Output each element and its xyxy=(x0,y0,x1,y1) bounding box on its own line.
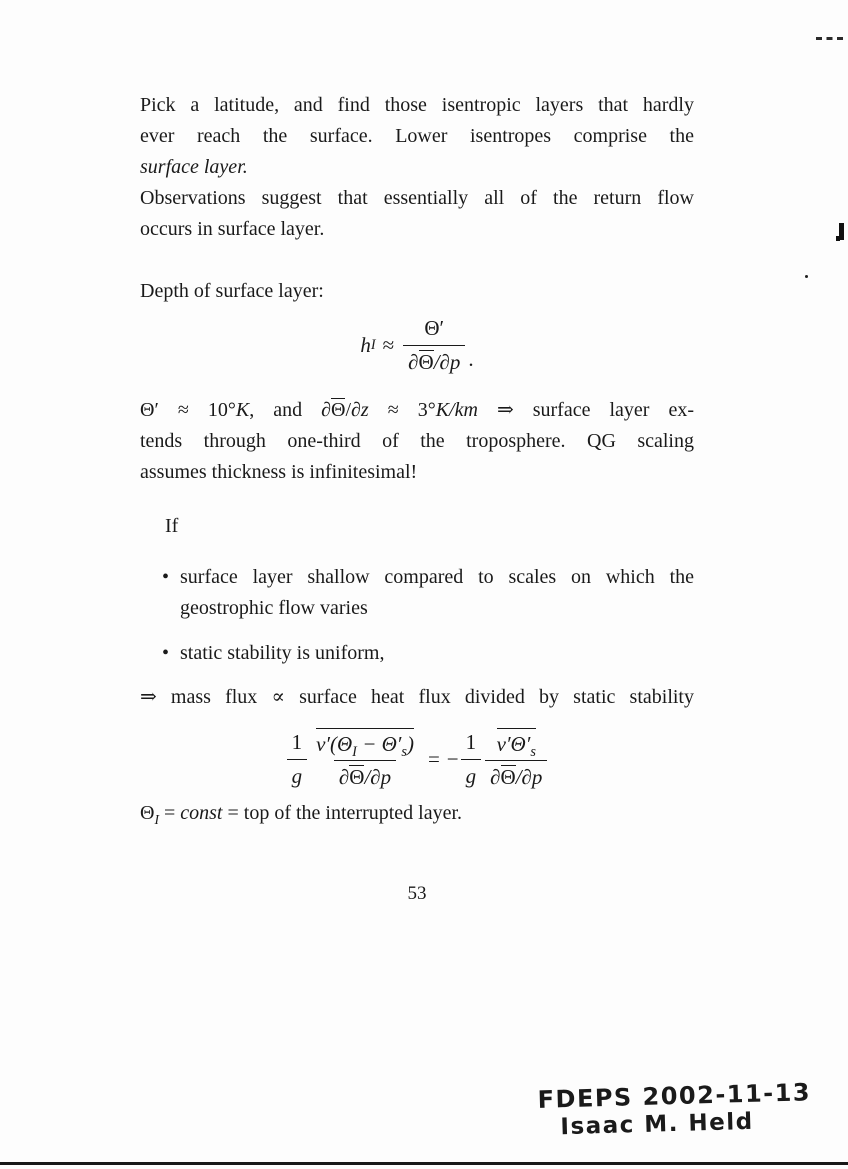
bullet1-line1: surface layer shallow compared to scales on which the xyxy=(180,566,694,588)
formula1-denominator xyxy=(403,345,465,375)
para1-line2: ever reach the surface. Lower isentropes comprise the xyxy=(140,125,694,147)
handwriting-date: FDEPS 2002-11-13 xyxy=(537,1078,812,1114)
para2-line1: Observations suggest that essentially all of the return flow xyxy=(140,187,694,209)
scale-line2: tends through one-third of the troposphere. QG scaling xyxy=(140,430,694,452)
seg: ⇒ surface layer ex- xyxy=(477,399,695,421)
coef-num: 1 xyxy=(291,730,303,755)
bullet1-line2: geostrophic flow varies xyxy=(180,597,368,619)
formula1-numerator: Θ′ xyxy=(424,316,445,341)
conditions-list xyxy=(162,562,694,683)
seg: ≈ 3° xyxy=(368,399,436,421)
one-over-g-right xyxy=(461,729,482,789)
handwriting-author: Isaac M. Held xyxy=(560,1108,755,1141)
mass-flux-equation xyxy=(140,720,694,798)
intro-paragraphs xyxy=(140,90,694,245)
scale-line3: assumes thickness is infinitesimal! xyxy=(140,461,418,483)
lhs-numerator xyxy=(311,728,419,760)
depth-heading: Depth of surface layer: xyxy=(140,280,324,302)
coef-num: 1 xyxy=(465,730,477,755)
seg-z: z xyxy=(360,399,369,421)
rhs-numerator xyxy=(492,728,541,760)
minus-symbol: − xyxy=(446,746,459,771)
coef-den: g xyxy=(461,759,482,789)
lhs-denominator xyxy=(334,760,396,790)
seg: v′Θ′ xyxy=(496,731,531,756)
scale-line1 xyxy=(140,395,694,426)
page-bottom-edge-line xyxy=(0,1162,848,1165)
seg: = xyxy=(158,802,181,824)
sub-s: s xyxy=(530,743,536,760)
partial-symbol: ∂ xyxy=(338,765,350,789)
mass-flux-statement: ⇒ mass flux ∝ surface heat flux divided by static stability xyxy=(140,686,694,708)
coef-den: g xyxy=(287,759,308,789)
bullet-icon: • xyxy=(162,566,170,588)
seg: = top of the interrupted layer. xyxy=(222,802,463,824)
scan-dot-mark xyxy=(805,275,808,278)
theta-bar: Θ xyxy=(500,765,516,789)
sub-I: I xyxy=(154,812,159,827)
seg: /∂ xyxy=(345,399,361,421)
seg: ) xyxy=(406,731,414,756)
seg: v′(Θ xyxy=(316,731,353,756)
handwritten-annotation xyxy=(537,1078,812,1141)
lhs-fraction xyxy=(311,728,419,791)
if-label: If xyxy=(165,515,179,537)
seg: , and ∂ xyxy=(249,399,331,421)
seg-K: K xyxy=(235,399,250,421)
approx-symbol: ≈ xyxy=(382,332,395,357)
theta-bar: Θ xyxy=(349,765,365,789)
sub-I: I xyxy=(352,743,357,760)
bullet-static-stability xyxy=(162,638,694,669)
theta-bar: Θ xyxy=(331,399,346,421)
seg: Θ′ ≈ 10° xyxy=(140,399,236,421)
partial-symbol: ∂ xyxy=(408,349,419,374)
const-definition-line xyxy=(140,798,694,829)
equals-symbol: = xyxy=(427,746,440,771)
sub-s: s xyxy=(401,743,407,760)
rhs-fraction xyxy=(485,728,547,791)
formula1-den-rest: /∂p xyxy=(433,349,461,374)
const-word: const xyxy=(180,802,223,824)
bullet-icon: • xyxy=(162,642,170,664)
scan-dashes-mark xyxy=(816,37,843,40)
bullet2-text xyxy=(180,638,694,669)
theta-symbol: Θ xyxy=(140,802,155,824)
bullet-surface-layer-shallow xyxy=(162,562,694,624)
formula1-variable: h xyxy=(360,332,371,357)
depth-formula: h I ≈ $\frac{\Theta'}{\partial\Theta/\partial p}$ . xyxy=(360,316,474,374)
scan-hook-foot-mark xyxy=(836,236,840,241)
para1-line3-surface-layer: surface layer. xyxy=(140,156,248,178)
partial-symbol: ∂ xyxy=(490,765,501,789)
rhs-denominator xyxy=(485,760,547,790)
para1-line1: Pick a latitude, and find those isentropic layers that hardly xyxy=(140,94,694,116)
para2-line2: occurs in surface layer. xyxy=(140,218,325,240)
bullet2-line1: static stability is uniform, xyxy=(180,642,385,664)
page-number: 53 xyxy=(407,883,427,904)
seg-K-km: K/km xyxy=(435,399,478,421)
formula1-fraction xyxy=(403,315,465,375)
scale-estimate-paragraph xyxy=(140,395,694,488)
one-over-g-left xyxy=(287,729,308,789)
bullet1-text xyxy=(180,562,694,624)
den-rest: /∂p xyxy=(364,765,392,789)
seg: − Θ′ xyxy=(356,731,402,756)
formula1-period: . xyxy=(468,346,474,371)
den-rest: /∂p xyxy=(515,765,543,789)
theta-bar: Θ xyxy=(418,349,434,374)
